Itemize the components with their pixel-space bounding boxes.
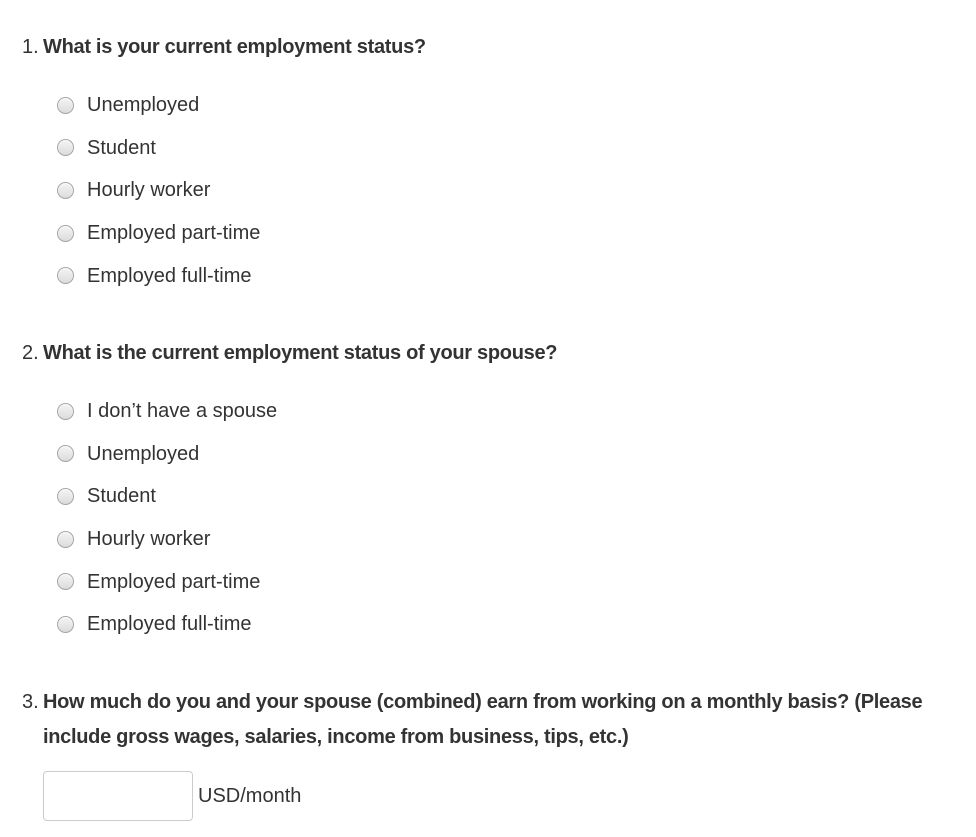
radio-option-label[interactable]: Employed part-time xyxy=(87,570,261,593)
question-text: What is the current employment status of your spouse? xyxy=(43,342,558,364)
radio-button[interactable] xyxy=(57,97,74,114)
radio-button[interactable] xyxy=(57,225,74,242)
radio-button[interactable] xyxy=(57,616,74,633)
monthly-income-input[interactable] xyxy=(43,771,193,821)
unit-label: USD/month xyxy=(198,784,302,807)
question-title xyxy=(22,336,936,371)
radio-option-employed-full-time[interactable] xyxy=(22,254,936,297)
radio-option-student[interactable] xyxy=(22,475,936,518)
radio-option-label[interactable]: Hourly worker xyxy=(87,528,211,551)
radio-group-employment-status xyxy=(22,84,936,297)
question-title xyxy=(22,685,936,755)
radio-option-label[interactable]: Student xyxy=(87,136,156,159)
question-title xyxy=(22,30,936,65)
radio-button[interactable] xyxy=(57,182,74,199)
radio-option-no-spouse[interactable] xyxy=(22,390,936,433)
question-text: How much do you and your spouse (combined) earn from working on a monthly basis? (Please include gross wages, salaries, income from business, tips, etc.) xyxy=(43,691,923,748)
radio-option-label[interactable]: Unemployed xyxy=(87,94,200,117)
question-number: 1. xyxy=(22,36,39,58)
question-spouse-employment-status xyxy=(22,336,936,646)
radio-option-employed-full-time[interactable] xyxy=(22,603,936,646)
radio-option-hourly-worker[interactable] xyxy=(22,518,936,561)
question-number: 2. xyxy=(22,342,39,364)
radio-option-label[interactable]: Employed part-time xyxy=(87,222,261,245)
radio-option-unemployed[interactable] xyxy=(22,433,936,476)
radio-option-label[interactable]: Employed full-time xyxy=(87,264,252,287)
radio-group-spouse-employment-status xyxy=(22,390,936,646)
radio-button[interactable] xyxy=(57,139,74,156)
radio-button[interactable] xyxy=(57,488,74,505)
radio-option-label[interactable]: Hourly worker xyxy=(87,179,211,202)
radio-option-student[interactable] xyxy=(22,127,936,170)
radio-button[interactable] xyxy=(57,445,74,462)
radio-button[interactable] xyxy=(57,531,74,548)
radio-option-employed-part-time[interactable] xyxy=(22,560,936,603)
question-text: What is your current employment status? xyxy=(43,36,426,58)
radio-option-label[interactable]: I don’t have a spouse xyxy=(87,400,278,423)
question-monthly-income xyxy=(22,685,936,821)
radio-button[interactable] xyxy=(57,573,74,590)
radio-button[interactable] xyxy=(57,267,74,284)
radio-button[interactable] xyxy=(57,403,74,420)
radio-option-unemployed[interactable] xyxy=(22,84,936,127)
radio-option-label[interactable]: Employed full-time xyxy=(87,613,252,636)
question-number: 3. xyxy=(22,691,39,713)
income-answer-row xyxy=(43,771,936,821)
radio-option-label[interactable]: Student xyxy=(87,485,156,508)
radio-option-hourly-worker[interactable] xyxy=(22,169,936,212)
question-employment-status xyxy=(22,30,936,297)
radio-option-employed-part-time[interactable] xyxy=(22,212,936,255)
radio-option-label[interactable]: Unemployed xyxy=(87,442,200,465)
